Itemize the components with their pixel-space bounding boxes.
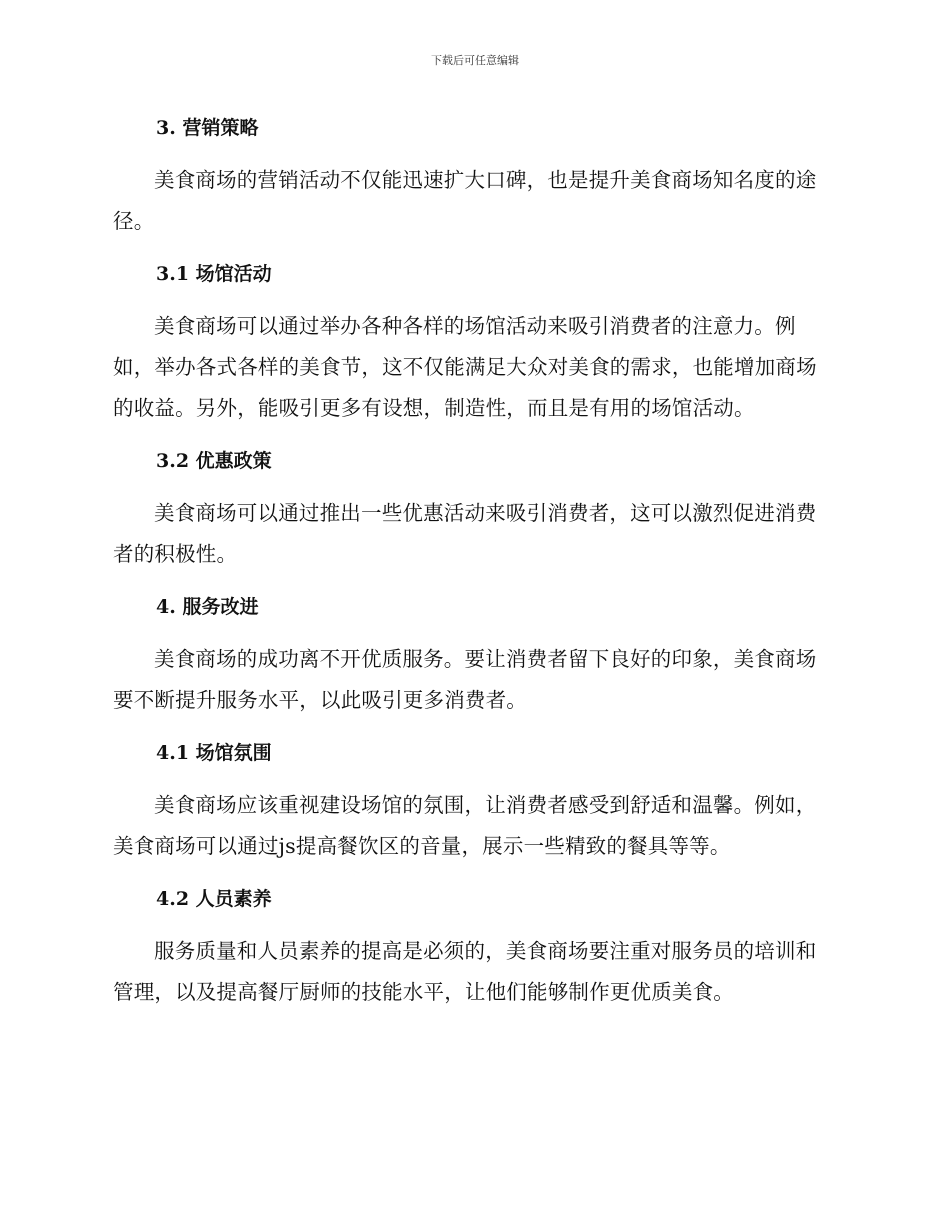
section-paragraph-4-2: 服务质量和人员素养的提高是必须的，美食商场要注重对服务员的培训和管理，以及提高餐厅厨师的技能水平，让他们能够制作更优质美食。 (113, 939, 817, 1004)
section-paragraph-4: 美食商场的成功离不开优质服务。要让消费者留下良好的印象，美食商场要不断提升服务水平，以此吸引更多消费者。 (113, 647, 817, 712)
section-heading-3-2: 3.2 优惠政策 (156, 450, 272, 472)
section-paragraph-3-2: 美食商场可以通过推出一些优惠活动来吸引消费者，这可以激烈促进消费者的积极性。 (113, 501, 817, 566)
section-heading-4-1: 4.1 场馆氛围 (156, 742, 272, 764)
section-heading-3-1: 3.1 场馆活动 (156, 263, 272, 285)
section-heading-4-2: 4.2 人员素养 (156, 888, 272, 910)
section-paragraph-3: 美食商场的营销活动不仅能迅速扩大口碑，也是提升美食商场知名度的途径。 (113, 168, 817, 233)
section-paragraph-4-1: 美食商场应该重视建设场馆的氛围，让消费者感受到舒适和温馨。例如，美食商场可以通过js提高餐饮区的音量，展示一些精致的餐具等等。 (113, 793, 817, 858)
section-paragraph-3-1: 美食商场可以通过举办各种各样的场馆活动来吸引消费者的注意力。例如，举办各式各样的美食节，这不仅能满足大众对美食的需求，也能增加商场的收益。另外，能吸引更多有设想，制造性，而且是有用的场馆活动。 (113, 314, 817, 420)
section-heading-3: 3. 营销策略 (156, 117, 259, 139)
page-header: 下载后可任意编辑 (431, 54, 519, 67)
section-heading-4: 4. 服务改进 (156, 596, 259, 618)
document-body (113, 109, 833, 1026)
